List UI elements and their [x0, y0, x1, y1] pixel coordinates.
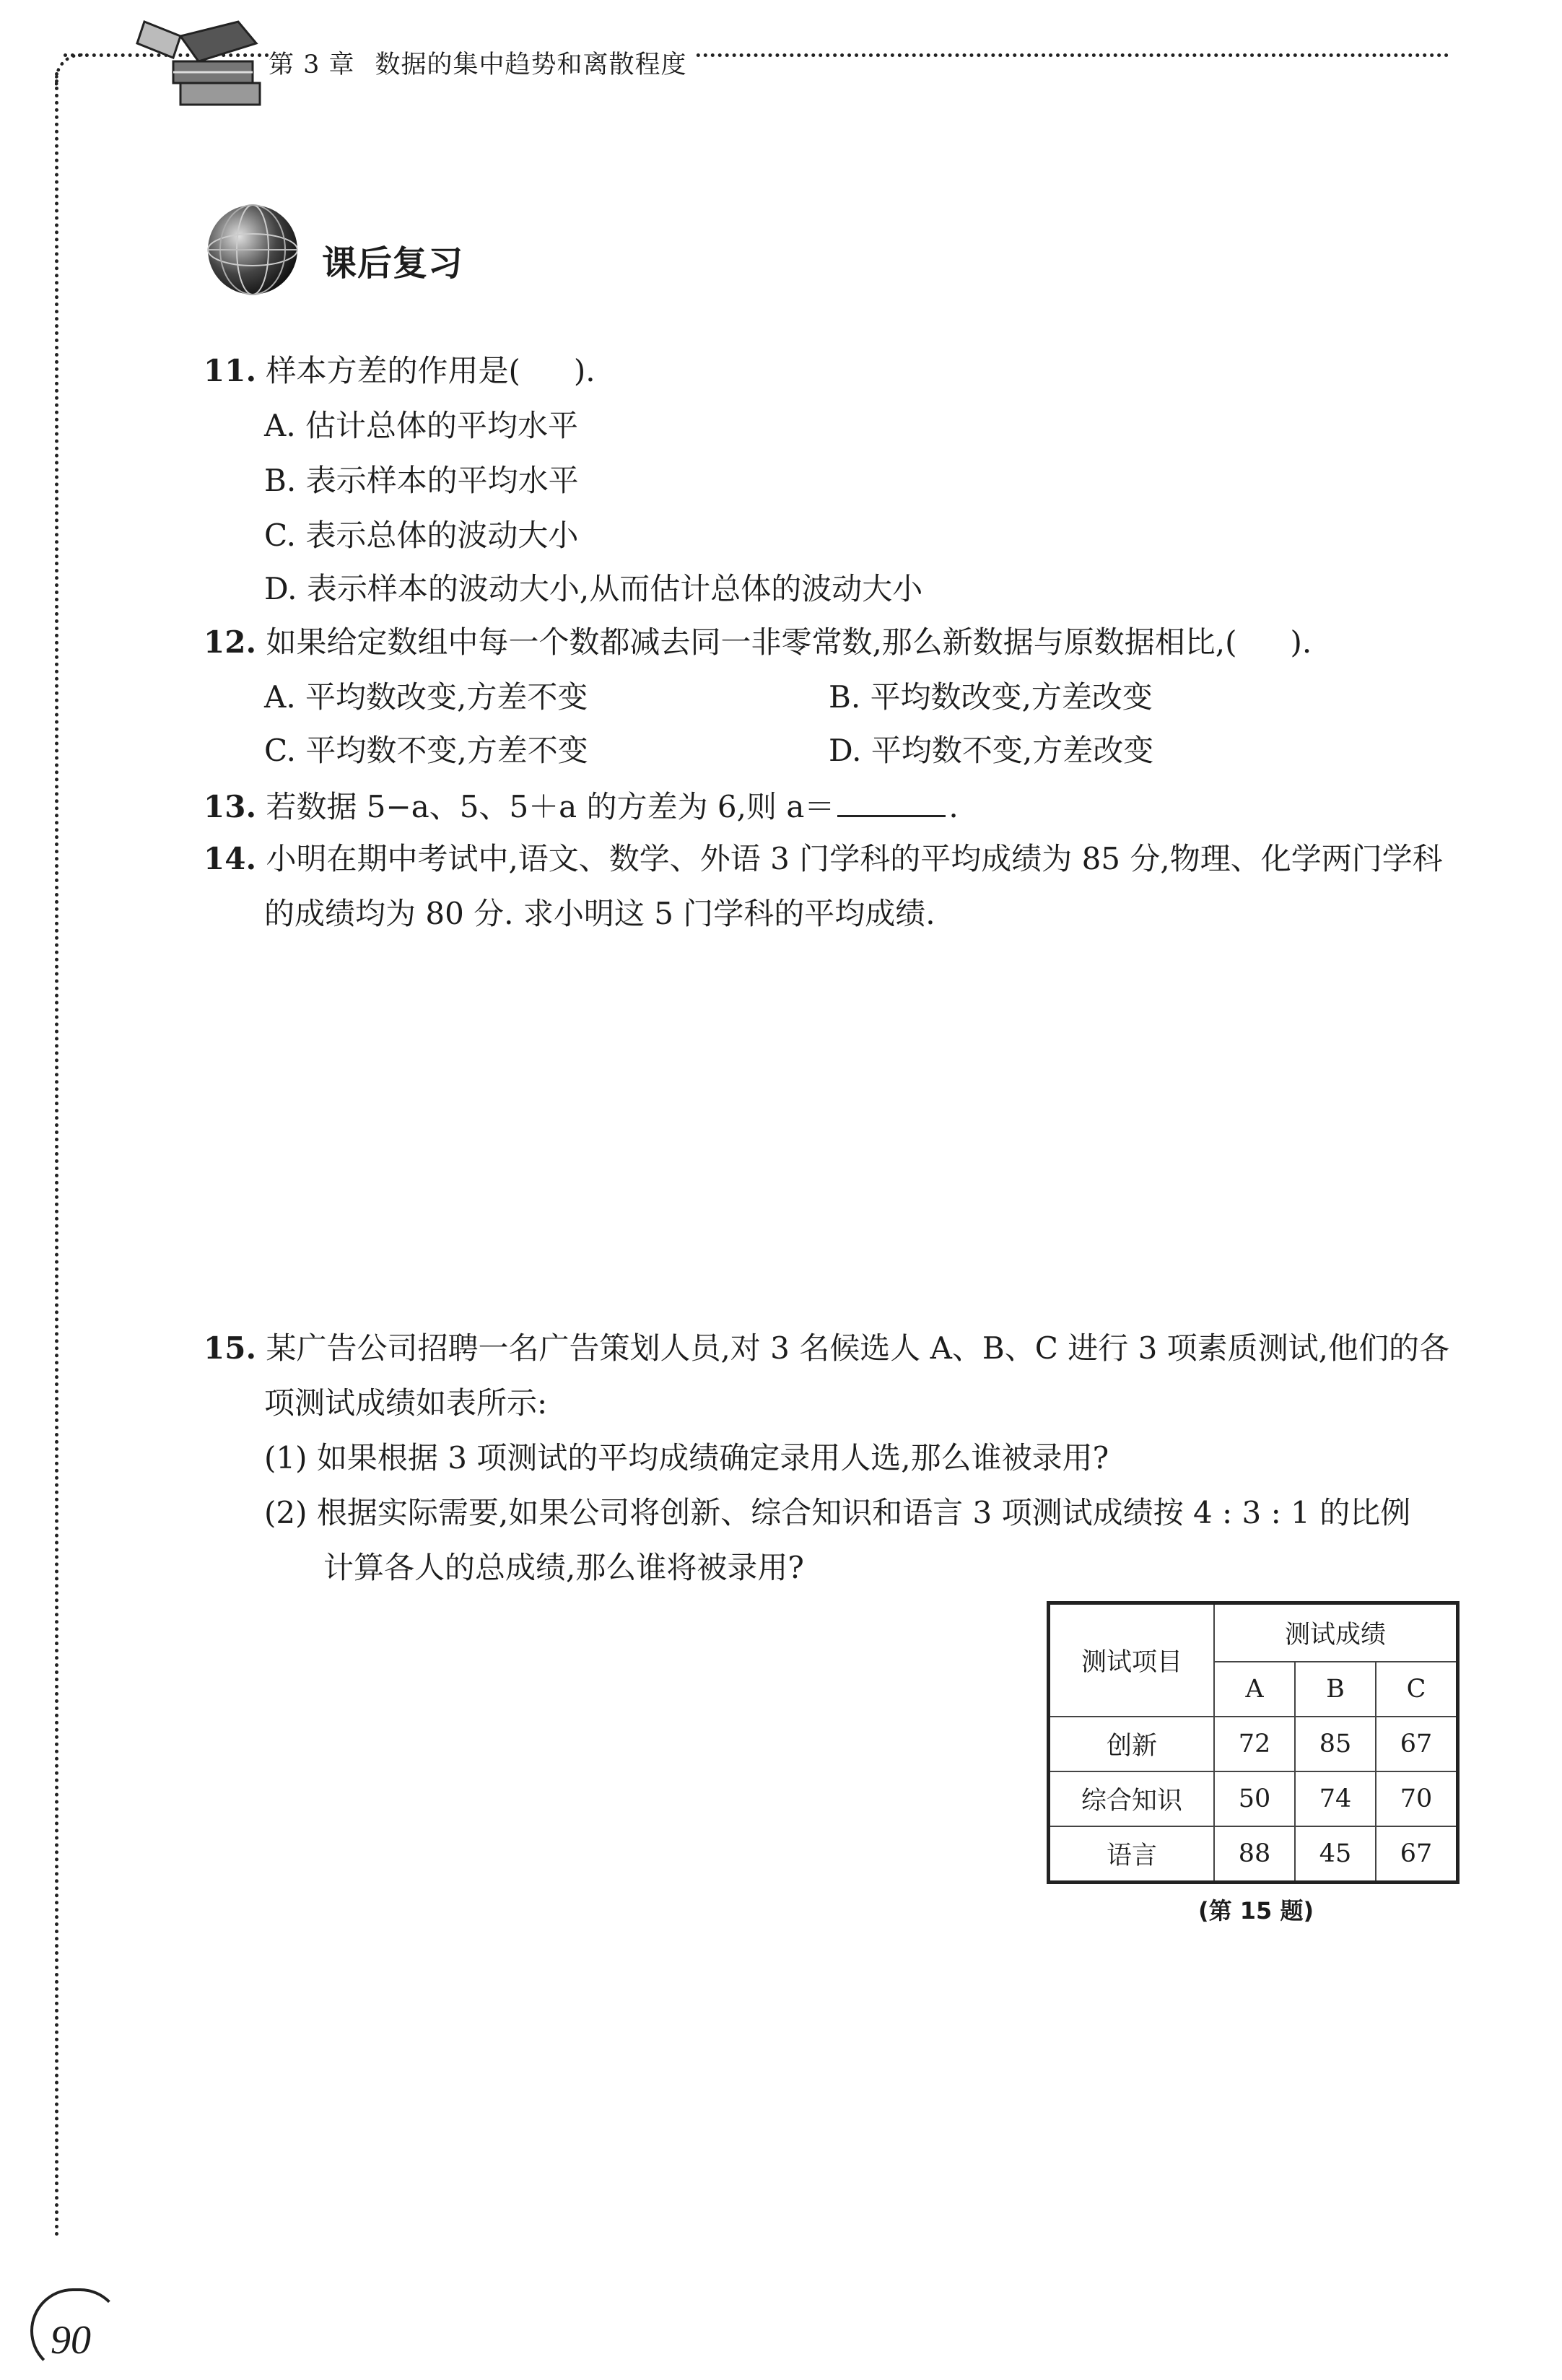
question-13 [204, 785, 959, 829]
question-text: 若数据 5−a、5、5＋a 的方差为 6,则 a＝ [266, 789, 835, 824]
question-number: 15. [204, 1330, 257, 1366]
question-text-end: . [948, 789, 959, 824]
table-caption: (第 15 题) [1198, 1897, 1314, 1925]
question-text: 如果给定数组中每一个数都减去同一非零常数,那么新数据与原数据相比,( [266, 624, 1237, 660]
left-dotted-rule [55, 72, 58, 2238]
page-border-corner [55, 53, 87, 86]
table-cell: 67 [1376, 1826, 1458, 1883]
question-15-sub-1: (1) 如果根据 3 项测试的平均成绩确定录用人选,那么谁被录用? [264, 1440, 1109, 1475]
running-header [269, 45, 693, 81]
question-11-option-c[interactable]: C. 表示总体的波动大小 [264, 518, 579, 553]
question-12-stem [204, 621, 1312, 664]
question-text-end: ). [1290, 624, 1312, 660]
question-11-option-d[interactable]: D. 表示样本的波动大小,从而估计总体的波动大小 [264, 571, 923, 606]
table-cell: 45 [1295, 1826, 1376, 1883]
question-text-end: ). [573, 353, 595, 388]
table-header-scores: 测试成绩 [1214, 1603, 1458, 1662]
question-15-sub-2-line-2: 计算各人的总成绩,那么谁将被录用? [323, 1550, 804, 1585]
table-row [1049, 1717, 1458, 1771]
table-cell: 85 [1295, 1717, 1376, 1771]
question-text: 样本方差的作用是( [266, 353, 520, 388]
answer-blank[interactable] [837, 786, 946, 817]
question-number: 11. [204, 353, 257, 388]
table-cell: 74 [1295, 1771, 1376, 1826]
score-table [1047, 1601, 1460, 1884]
table-header-item: 测试项目 [1049, 1603, 1215, 1717]
table-row-label: 综合知识 [1049, 1771, 1215, 1826]
table-header-candidate-c: C [1376, 1662, 1458, 1717]
table-cell: 72 [1214, 1717, 1295, 1771]
table-row-label: 语言 [1049, 1826, 1215, 1883]
question-12-option-a[interactable]: A. 平均数改变,方差不变 [264, 679, 588, 715]
books-icon [130, 7, 267, 115]
question-14-line-2: 的成绩均为 80 分. 求小明这 5 门学科的平均成绩. [264, 896, 935, 931]
question-15-line-2: 项测试成绩如表所示: [264, 1385, 548, 1421]
chapter-number: 第 3 章 [269, 51, 355, 79]
question-number: 13. [204, 789, 257, 824]
table-header-candidate-b: B [1295, 1662, 1376, 1717]
question-11-option-a[interactable]: A. 估计总体的平均水平 [264, 408, 579, 443]
question-number: 12. [204, 624, 257, 660]
table-row [1049, 1771, 1458, 1826]
chapter-title: 数据的集中趋势和离散程度 [375, 51, 687, 79]
question-14-line-1 [204, 837, 1443, 881]
section-title: 课后复习 [322, 243, 464, 284]
page-number: 90 [51, 2318, 91, 2363]
table-row-label: 创新 [1049, 1717, 1215, 1771]
table-cell: 88 [1214, 1826, 1295, 1883]
question-11-stem [204, 349, 595, 393]
question-11-option-b[interactable]: B. 表示样本的平均水平 [264, 463, 579, 498]
question-12-option-b[interactable]: B. 平均数改变,方差改变 [829, 679, 1153, 715]
question-text: 小明在期中考试中,语文、数学、外语 3 门学科的平均成绩为 85 分,物理、化学两门学科 [266, 841, 1443, 876]
question-12-option-d[interactable]: D. 平均数不变,方差改变 [829, 733, 1154, 768]
table-row [1049, 1826, 1458, 1883]
question-15-sub-2-line-1: (2) 根据实际需要,如果公司将创新、综合知识和语言 3 项测试成绩按 4 : 3 : 1 的比例 [264, 1495, 1411, 1530]
table-header-candidate-a: A [1214, 1662, 1295, 1717]
table-cell: 70 [1376, 1771, 1458, 1826]
globe-icon [204, 201, 301, 298]
question-text: 某广告公司招聘一名广告策划人员,对 3 名候选人 A、B、C 进行 3 项素质测试,他们的各 [266, 1330, 1450, 1366]
table-cell: 67 [1376, 1717, 1458, 1771]
question-12-option-c[interactable]: C. 平均数不变,方差不变 [264, 733, 588, 768]
table-cell: 50 [1214, 1771, 1295, 1826]
question-15-line-1 [204, 1327, 1449, 1370]
question-number: 14. [204, 841, 257, 876]
